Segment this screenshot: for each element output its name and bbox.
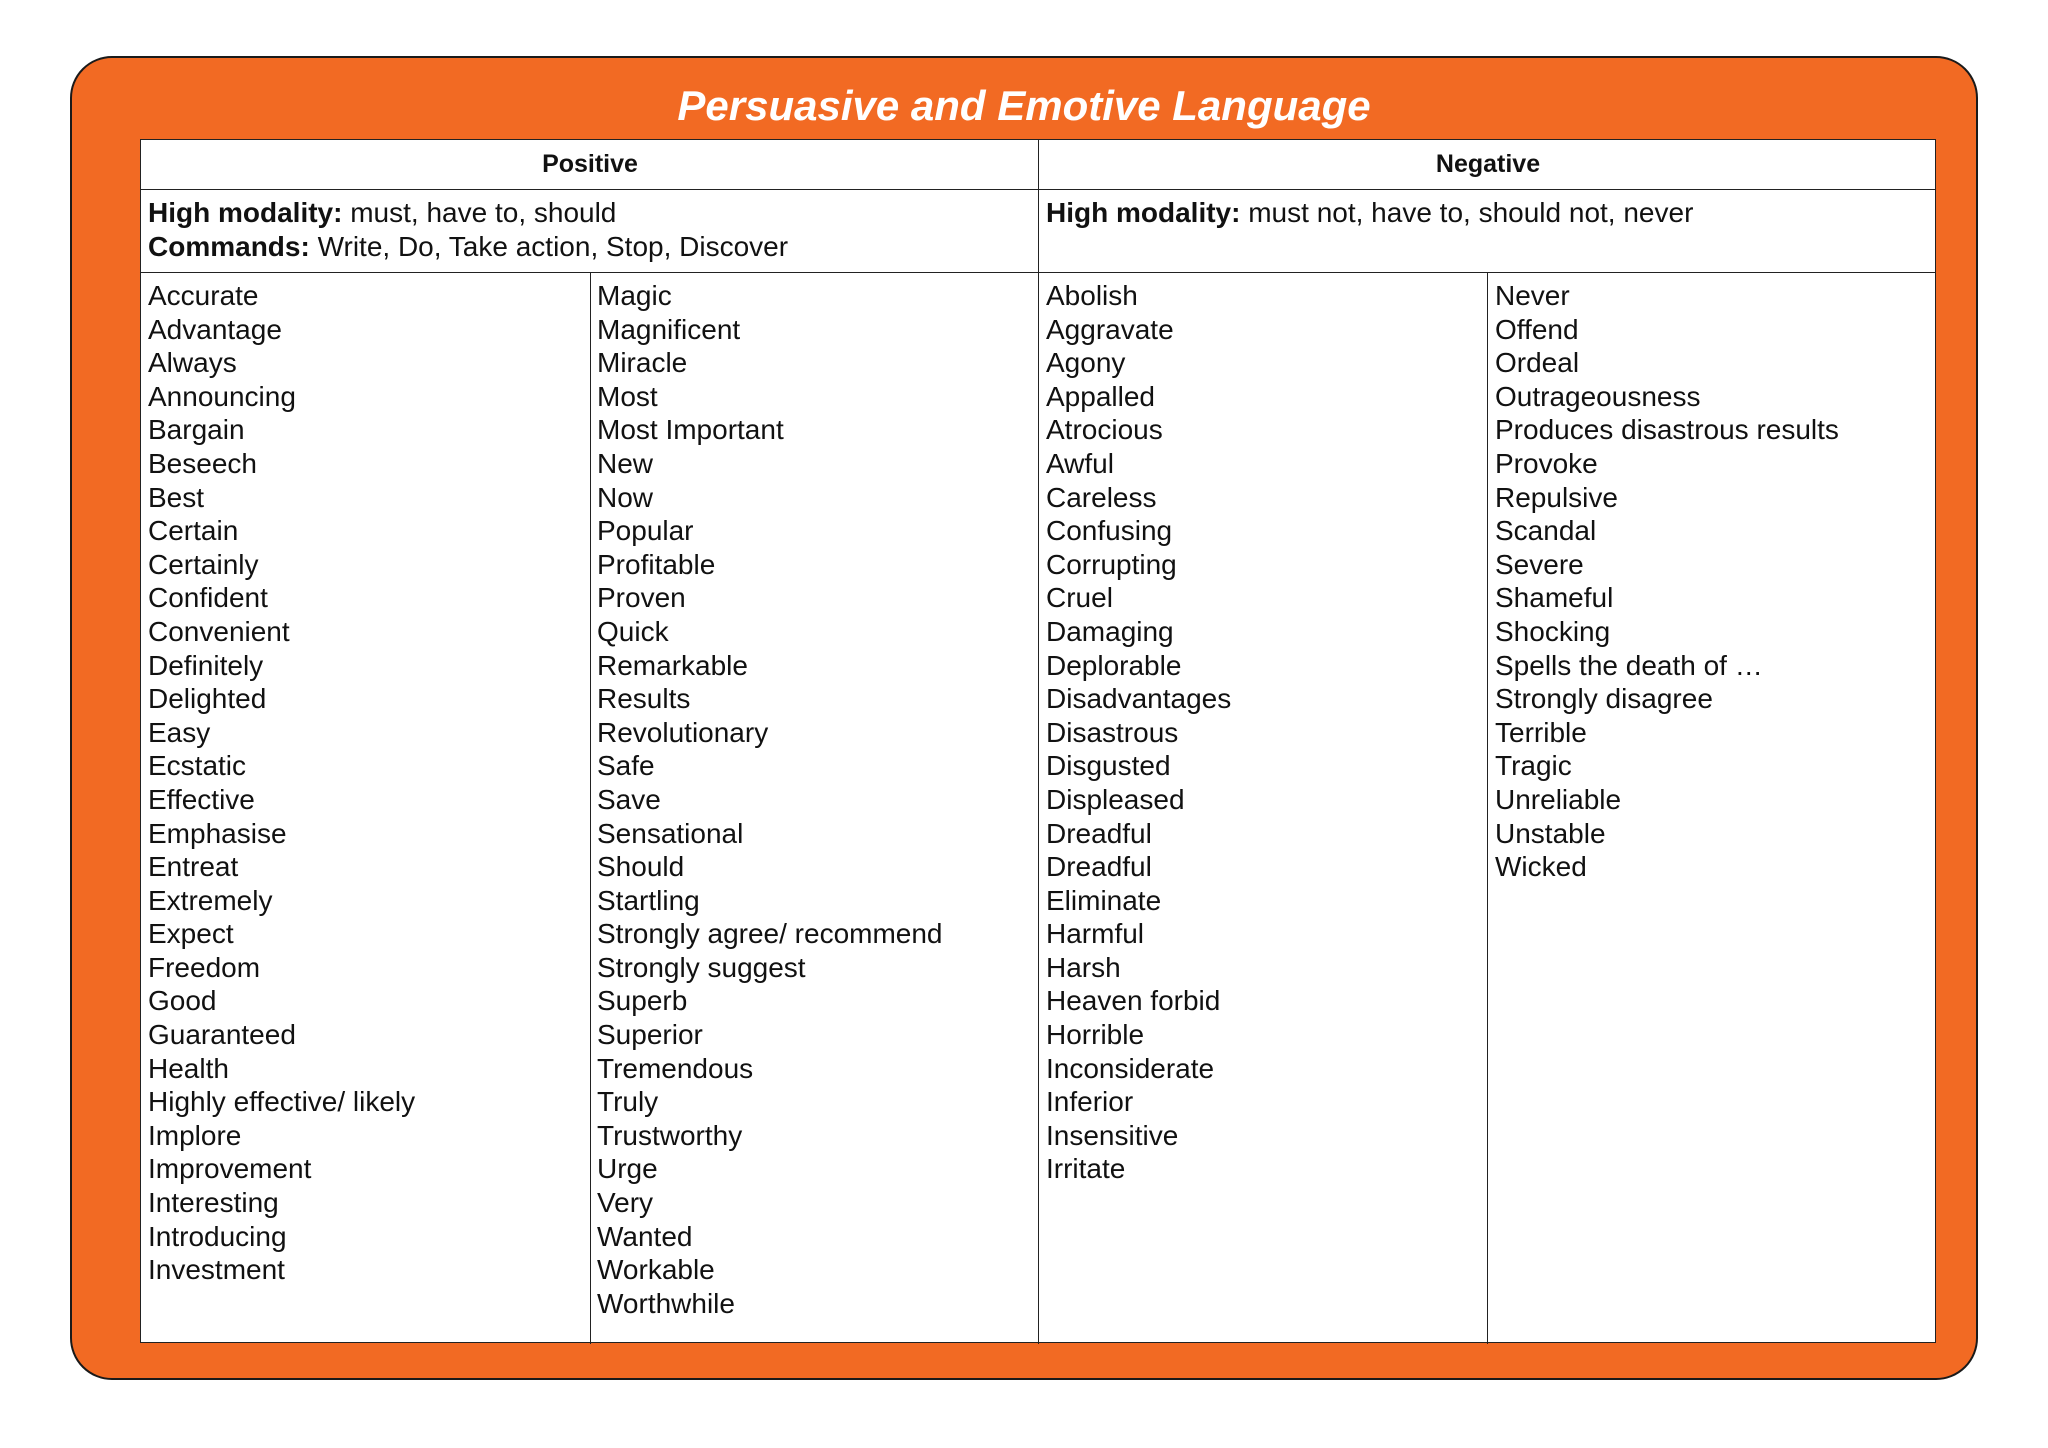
negative-modality [1046, 196, 1926, 230]
word-item: Magnificent [597, 313, 741, 345]
word-item: Accurate [148, 280, 259, 311]
column-divider-left [590, 273, 591, 1344]
word-item: Always [148, 347, 237, 379]
word-item: Now [597, 481, 654, 513]
word-item: Spells the death of … [1495, 649, 1763, 681]
word-item: Inferior [1046, 1086, 1134, 1118]
word-item: Extremely [148, 884, 273, 916]
word-item: Irritate [1046, 1153, 1126, 1185]
word-item: Certain [148, 515, 239, 547]
word-item: Damaging [1046, 615, 1174, 647]
commands-text: Write, Do, Take action, Stop, Discover [309, 230, 789, 262]
word-item: Outrageousness [1495, 380, 1701, 412]
word-item: Easy [148, 716, 211, 748]
word-item: Good [148, 985, 217, 1017]
word-item: Terrible [1495, 716, 1587, 748]
word-item: Never [1495, 280, 1570, 311]
word-item: Severe [1495, 548, 1584, 580]
word-item: Definitely [148, 649, 264, 681]
word-item: Atrocious [1046, 414, 1163, 446]
word-item: Proven [597, 582, 686, 614]
word-item: Bargain [148, 414, 245, 446]
positive-commands-line [148, 230, 1028, 264]
word-item: Confusing [1046, 515, 1173, 547]
word-item: Revolutionary [597, 716, 769, 748]
word-item: Introducing [148, 1220, 287, 1252]
word-item: Shocking [1495, 615, 1611, 647]
word-item: Sensational [597, 817, 744, 849]
word-item: Should [597, 851, 685, 883]
word-item: Scandal [1495, 515, 1597, 547]
word-item: Ecstatic [148, 750, 247, 782]
word-item: Profitable [597, 548, 716, 580]
column-divider-center [1038, 140, 1039, 1344]
word-item: Entreat [148, 851, 239, 883]
word-item: Quick [597, 615, 669, 647]
word-item: Remarkable [597, 649, 748, 681]
word-item: Workable [597, 1254, 715, 1286]
positive-words-column-2 [597, 279, 943, 1320]
word-item: Wicked [1495, 851, 1587, 883]
column-divider-right [1487, 273, 1488, 1344]
word-item: Agony [1046, 347, 1126, 379]
word-item: Ordeal [1495, 347, 1580, 379]
word-item: Delighted [148, 683, 267, 715]
word-item: Strongly suggest [597, 951, 806, 983]
word-item: Horrible [1046, 1019, 1145, 1051]
word-item: Worthwhile [597, 1287, 735, 1319]
word-item: Investment [148, 1254, 285, 1286]
word-item: Wanted [597, 1220, 693, 1252]
word-item: Tremendous [597, 1052, 754, 1084]
word-item: Shameful [1495, 582, 1614, 614]
word-item: Unreliable [1495, 783, 1622, 815]
negative-header: Negative [1435, 150, 1541, 178]
word-item: Beseech [148, 447, 257, 479]
word-item: Superior [597, 1019, 703, 1051]
word-item: Convenient [148, 615, 290, 647]
word-item: Truly [597, 1086, 659, 1118]
word-item: Interesting [148, 1187, 279, 1219]
positive-high-modality-line [148, 196, 1028, 230]
word-item: Displeased [1046, 783, 1185, 815]
word-item: Eliminate [1046, 884, 1162, 916]
word-item: Produces disastrous results [1495, 414, 1839, 446]
word-item: Awful [1046, 447, 1114, 479]
word-table [140, 139, 1936, 1343]
word-item: Advantage [148, 313, 282, 345]
word-item: Strongly agree/ recommend [597, 918, 943, 950]
word-item: Harmful [1046, 918, 1145, 950]
high-modality-label: High modality: [148, 197, 343, 228]
word-item: Freedom [148, 951, 261, 983]
language-card [70, 56, 1978, 1380]
word-item: Emphasise [148, 817, 287, 849]
word-item: Results [597, 683, 691, 715]
word-item: Magic [597, 280, 672, 311]
commands-label: Commands: [148, 230, 310, 262]
word-item: Provoke [1495, 447, 1598, 479]
page-title: Persuasive and Emotive Language [677, 82, 1371, 129]
word-item: Health [148, 1052, 229, 1084]
word-item: Implore [148, 1119, 242, 1151]
negative-words-column-1 [1046, 279, 1231, 1186]
word-item: Best [148, 481, 205, 513]
high-modality-text: must not, have to, should not, never [1240, 197, 1694, 228]
word-item: Improvement [148, 1153, 312, 1185]
word-item: Abolish [1046, 280, 1138, 311]
word-item: Appalled [1046, 380, 1155, 412]
word-item: Harsh [1046, 951, 1121, 983]
word-item: Most Important [597, 414, 784, 446]
word-item: Disgusted [1046, 750, 1171, 782]
word-item: Cruel [1046, 582, 1113, 614]
word-item: Urge [597, 1153, 658, 1185]
positive-header: Positive [542, 150, 638, 178]
word-item: Trustworthy [597, 1119, 743, 1151]
word-item: Inconsiderate [1046, 1052, 1215, 1084]
word-item: Dreadful [1046, 817, 1152, 849]
word-item: Highly effective/ likely [148, 1086, 416, 1118]
high-modality-text: must, have to, should [342, 197, 617, 228]
word-item: Announcing [148, 380, 296, 412]
word-item: Superb [597, 985, 688, 1017]
word-item: Expect [148, 918, 234, 950]
word-item: Effective [148, 783, 255, 815]
word-item: Dreadful [1046, 851, 1152, 883]
word-item: Repulsive [1495, 481, 1618, 513]
high-modality-label: High modality: [1046, 197, 1241, 228]
word-item: Unstable [1495, 817, 1606, 849]
word-item: Offend [1495, 313, 1579, 345]
positive-words-column-1 [148, 279, 415, 1287]
word-item: New [597, 447, 654, 479]
word-item: Guaranteed [148, 1019, 296, 1051]
word-item: Popular [597, 515, 694, 547]
word-item: Save [597, 783, 661, 815]
word-item: Safe [597, 750, 655, 782]
word-item: Most [597, 380, 658, 412]
word-item: Corrupting [1046, 548, 1177, 580]
word-item: Heaven forbid [1046, 985, 1221, 1017]
word-item: Miracle [597, 347, 688, 379]
word-item: Disastrous [1046, 716, 1179, 748]
word-item: Aggravate [1046, 313, 1174, 345]
negative-words-column-2 [1495, 279, 1839, 884]
word-item: Confident [148, 582, 268, 614]
word-item: Certainly [148, 548, 259, 580]
word-item: Disadvantages [1046, 683, 1232, 715]
negative-high-modality-line [1046, 196, 1926, 230]
word-item: Deplorable [1046, 649, 1182, 681]
word-item: Insensitive [1046, 1119, 1179, 1151]
word-item: Startling [597, 884, 700, 916]
word-item: Very [597, 1187, 654, 1219]
word-item: Strongly disagree [1495, 683, 1713, 715]
positive-modality [148, 196, 1028, 263]
word-item: Careless [1046, 481, 1157, 513]
word-item: Tragic [1495, 750, 1572, 782]
